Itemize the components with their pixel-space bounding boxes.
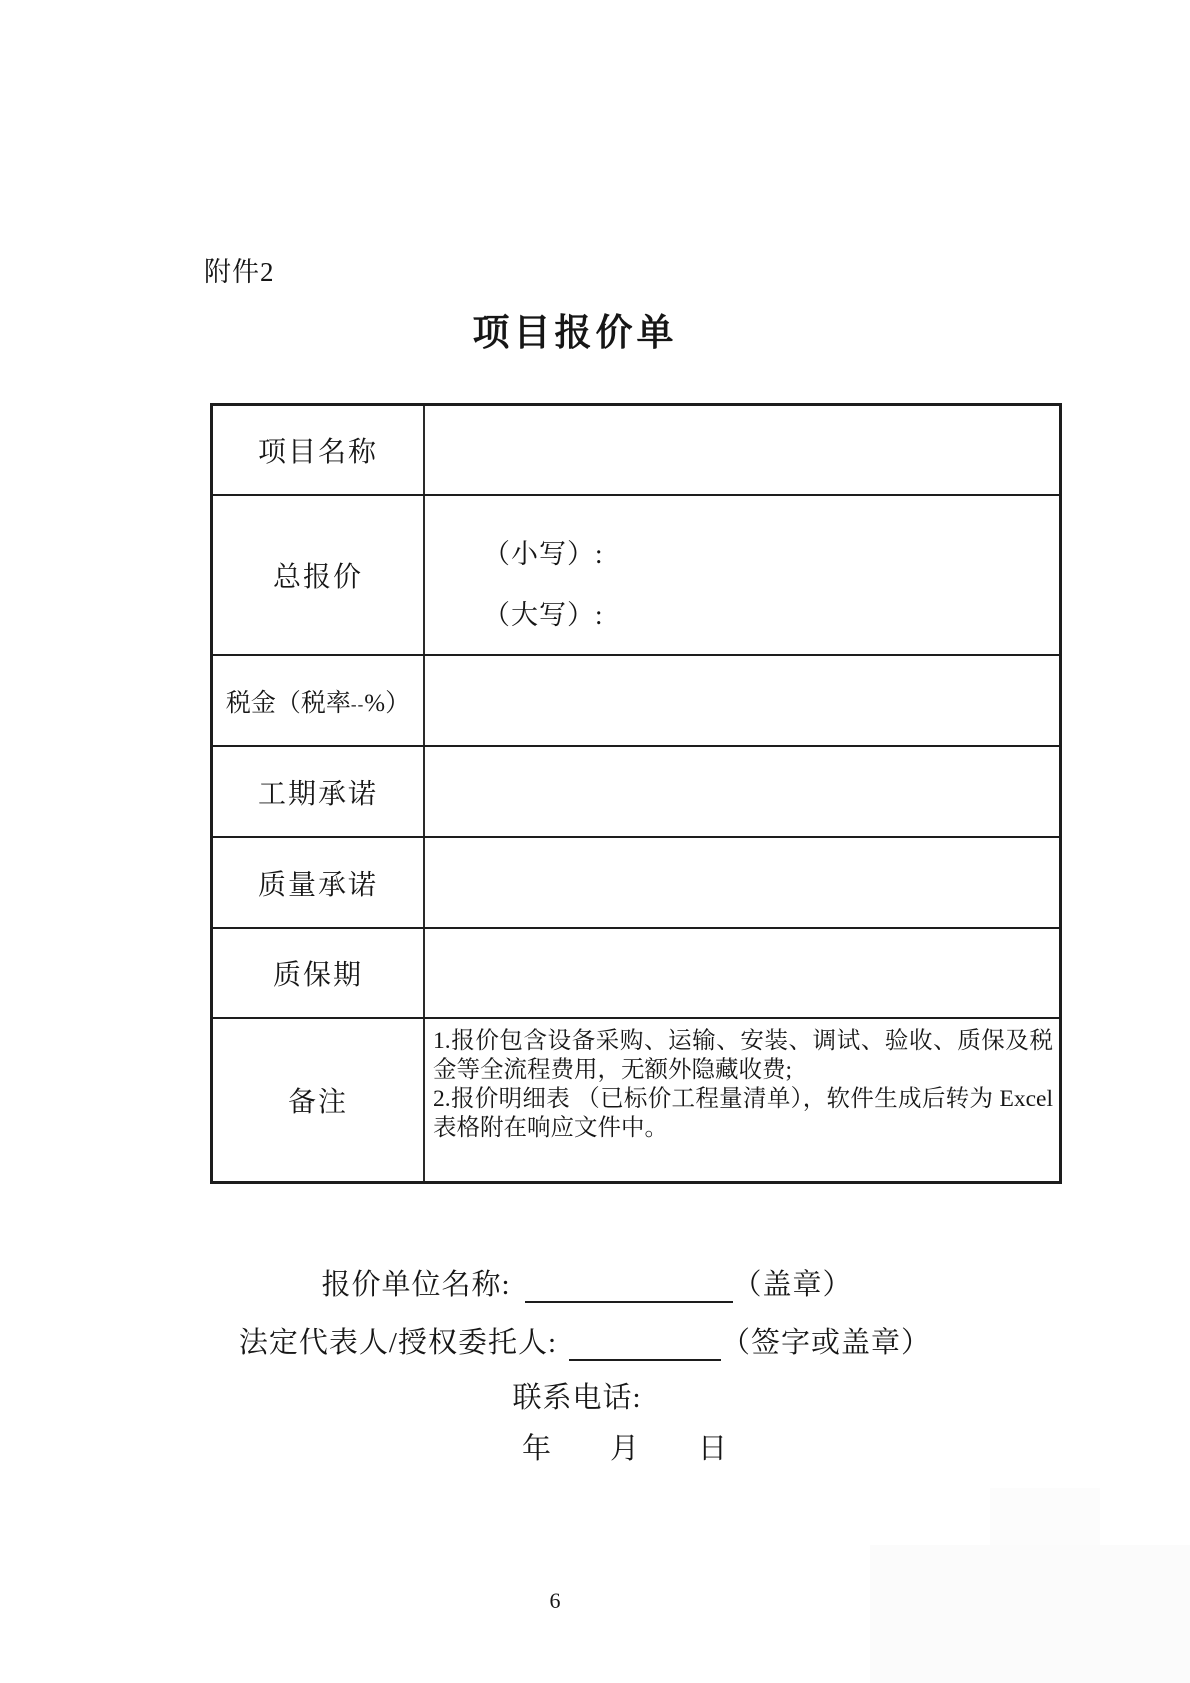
tax-label-suffix: %） [364,689,411,717]
company-name-label: 报价单位名称: [321,1269,511,1301]
quotation-table [210,403,1062,1184]
table-row-project-name [213,406,1059,496]
table-row-tax [213,656,1059,747]
table-row-remarks [213,1019,1059,1181]
table-row-warranty-period [213,929,1059,1019]
attachment-label: 附件2 [204,257,275,287]
date-line [30,1426,1190,1467]
remark-note-2: 2.报价明细表 （已标价工程量清单），软件生成后转为 Excel 表格附在响应文件中。 [433,1086,1053,1141]
scan-artifact [870,1545,1190,1683]
row-label-schedule-commitment: 工期承诺 [213,747,425,836]
row-value-schedule-commitment [425,747,1059,836]
representative-blank [569,1329,721,1361]
company-name-blank [525,1271,733,1303]
remark-note-1: 1.报价包含设备采购、运输、安装、调试、验收、质保及税金等全流程费用，无额外隐藏收费; [433,1028,1053,1083]
representative-seal-label: （签字或盖章） [721,1327,932,1359]
table-row-total-price [213,496,1059,656]
tax-label-prefix: 税金（税率 [225,689,351,717]
representative-label: 法定代表人/授权委托人: [238,1327,558,1359]
page-title: 项目报价单 [472,313,678,354]
row-value-project-name [425,406,1059,494]
row-label-tax [213,656,425,745]
row-label-project-name: 项目名称 [213,406,425,494]
tax-rate-blank: -- [350,694,365,714]
date-year-label: 年 [521,1433,552,1465]
row-value-remarks [425,1019,1059,1181]
row-value-tax [425,656,1059,745]
contact-phone-line [0,1375,1172,1416]
row-label-remarks: 备注 [213,1019,425,1181]
company-seal-label: （盖章） [732,1269,853,1301]
row-value-total-price [425,496,1059,654]
date-month-label: 月 [609,1433,640,1465]
date-day-label: 日 [698,1433,729,1465]
total-price-words-label: （大写）: [483,600,604,630]
row-label-total-price: 总报价 [213,496,425,654]
row-label-warranty-period: 质保期 [213,929,425,1017]
total-price-numeric-label: （小写）: [483,539,604,569]
phone-label: 联系电话: [512,1382,642,1414]
row-value-quality-commitment [425,838,1059,927]
table-row-quality-commitment [213,838,1059,929]
row-label-quality-commitment: 质量承诺 [213,838,425,927]
row-value-warranty-period [425,929,1059,1017]
signature-company-line [0,1262,1182,1303]
table-row-schedule-commitment [213,747,1059,838]
page-number: 6 [549,1588,561,1613]
signature-representative-line [0,1320,1180,1361]
